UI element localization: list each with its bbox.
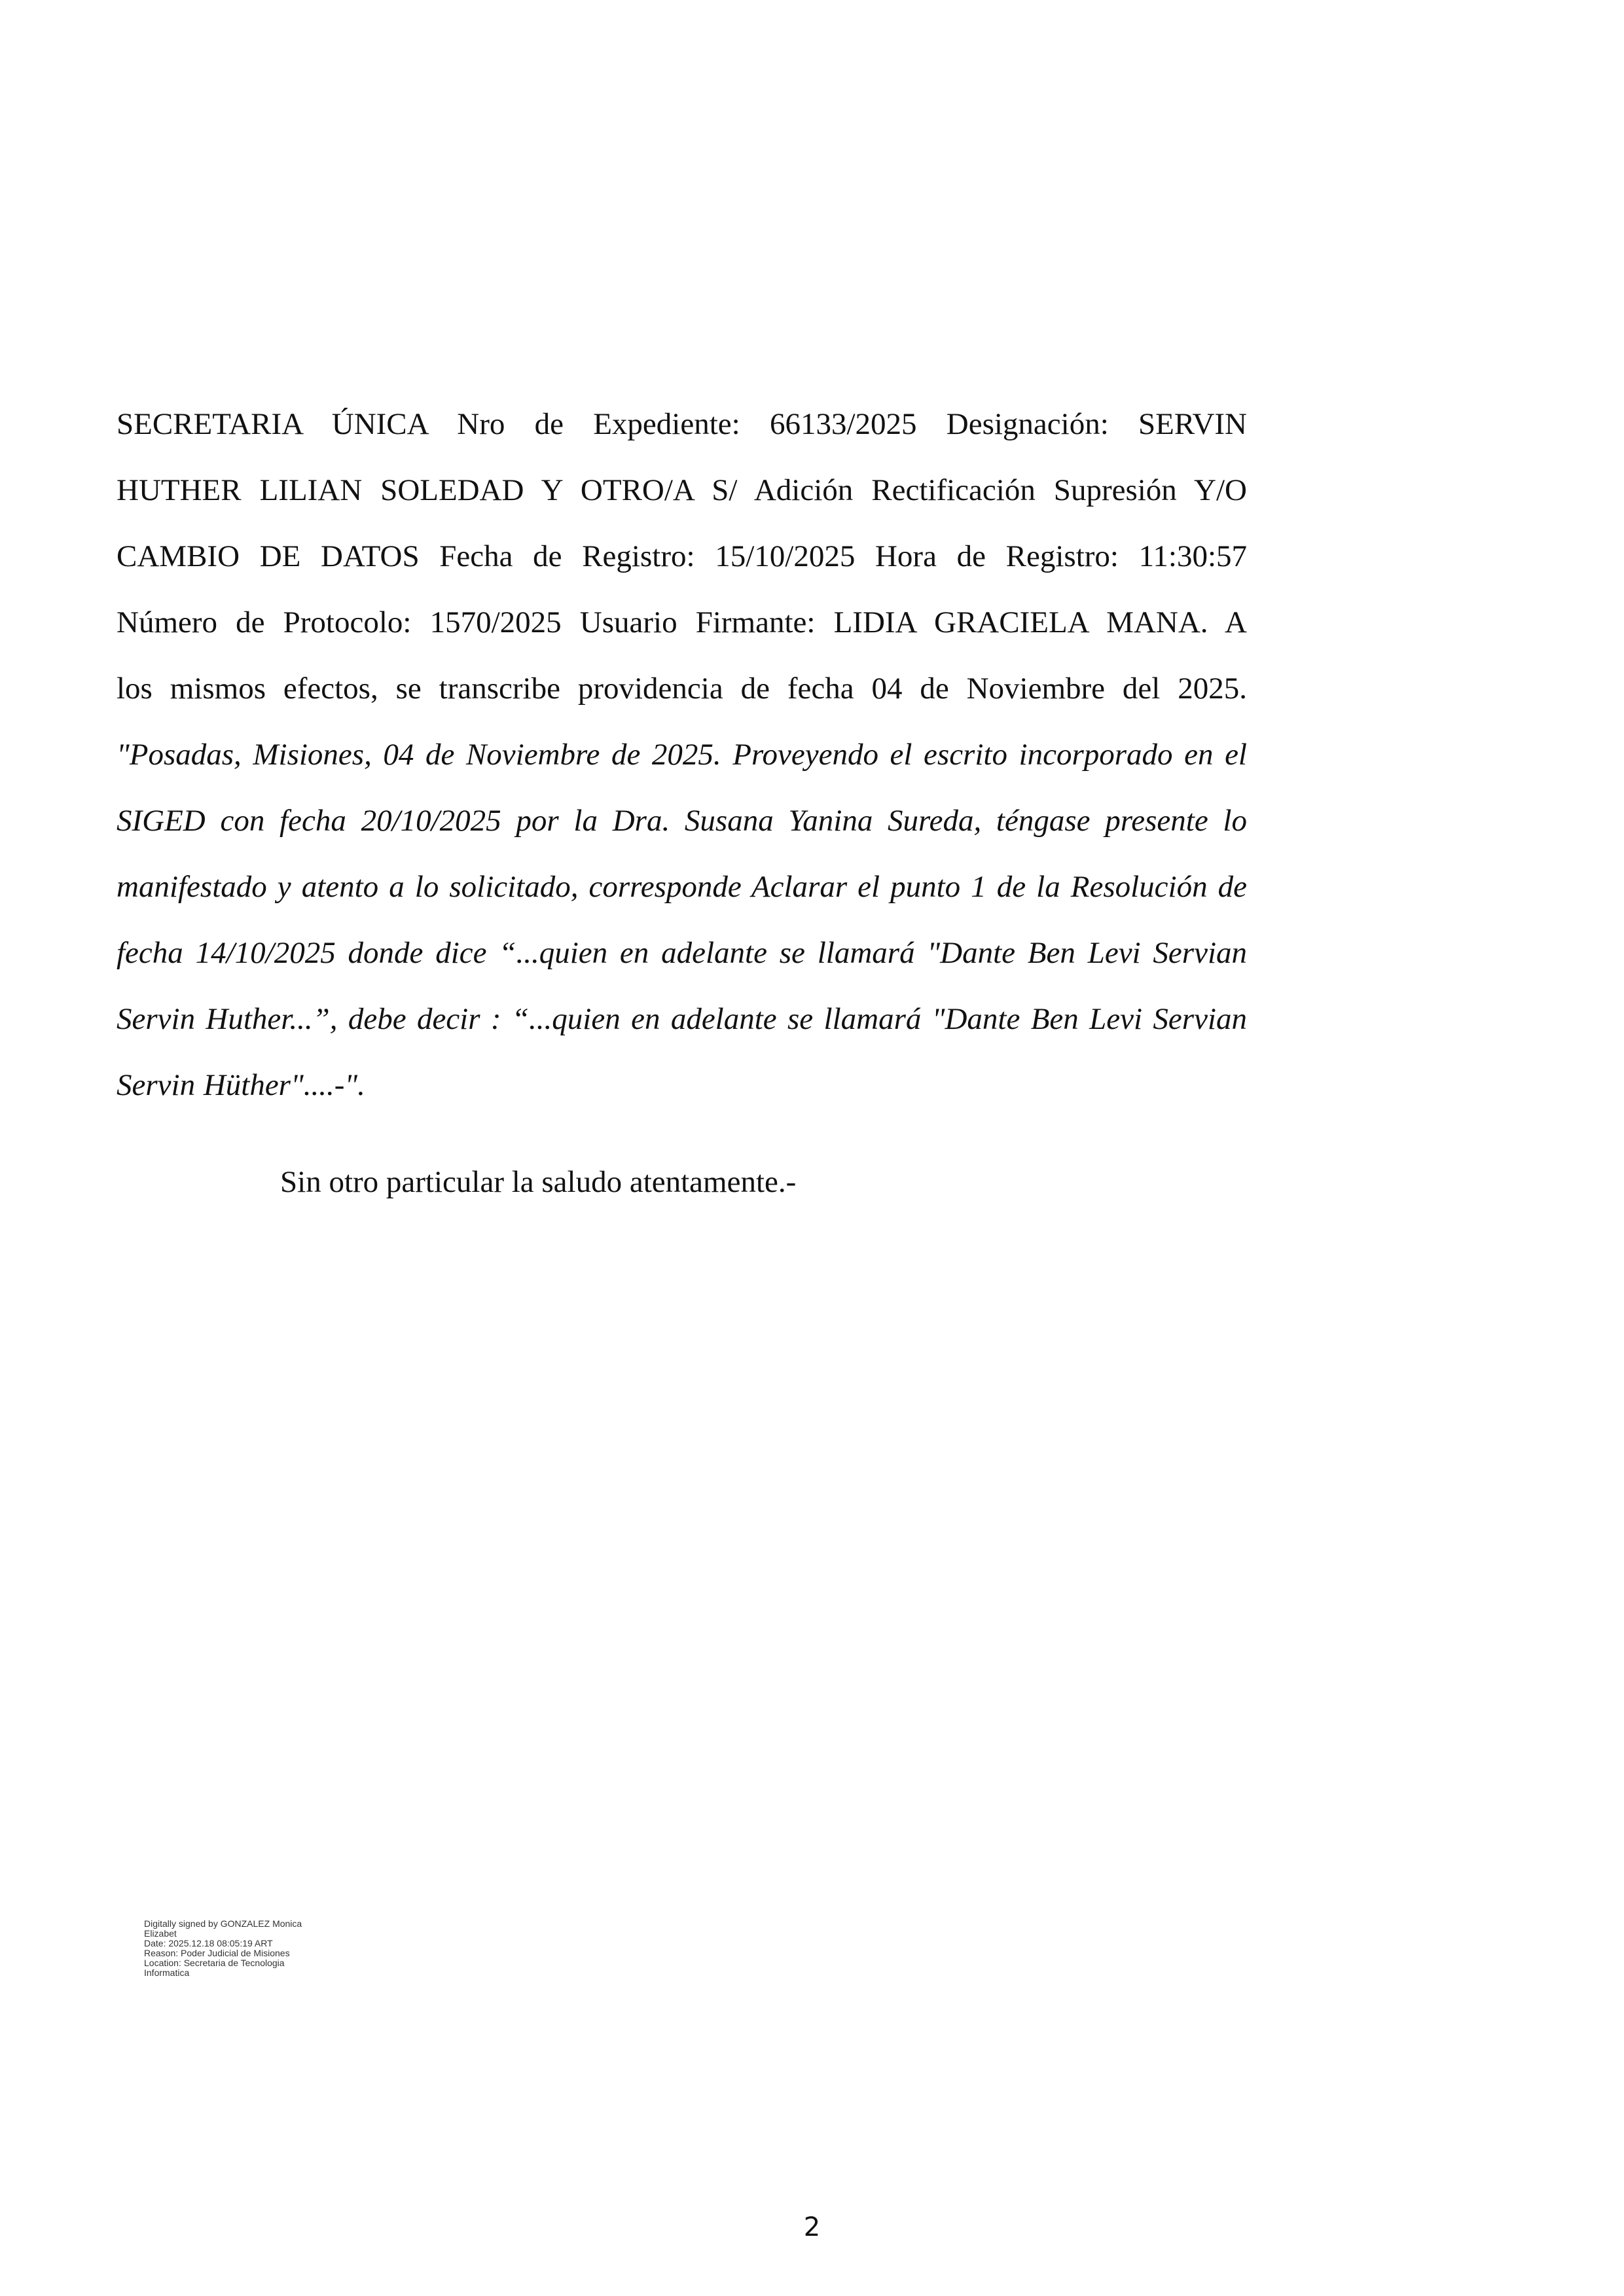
- paragraph-line: SECRETARIA ÚNICA Nro de Expediente: 66133/2025 Designación: SERVIN: [117, 407, 1247, 441]
- quoted-order-line: "Posadas, Misiones, 04 de Noviembre de 2025. Proveyendo el escrito incorporado en el: [117, 738, 1247, 772]
- quoted-order-line: SIGED con fecha 20/10/2025 por la Dra. Susana Yanina Sureda, téngase presente lo: [117, 804, 1247, 838]
- closing-salutation: Sin otro particular la saludo atentamente.-: [280, 1165, 797, 1199]
- signature-line: Location: Secretaria de Tecnologia: [144, 1958, 285, 1968]
- paragraph-line: CAMBIO DE DATOS Fecha de Registro: 15/10/2025 Hora de Registro: 11:30:57: [117, 539, 1247, 573]
- signature-line: Reason: Poder Judicial de Misiones: [144, 1948, 290, 1958]
- body-paragraph: [117, 391, 1247, 1119]
- signature-line: Digitally signed by GONZALEZ Monica: [144, 1918, 302, 1929]
- signature-line: Informatica: [144, 1967, 190, 1978]
- quoted-order-line: manifestado y atento a lo solicitado, corresponde Aclarar el punto 1 de la Resolución de: [117, 870, 1247, 904]
- quoted-order-line: Servin Hüther"....-".: [117, 1068, 365, 1102]
- quoted-order-line: Servin Huther...”, debe decir : “...quien en adelante se llamará "Dante Ben Levi Servian: [117, 1002, 1247, 1036]
- paragraph-line: Número de Protocolo: 1570/2025 Usuario Firmante: LIDIA GRACIELA MANA. A: [117, 605, 1247, 639]
- paragraph-line: los mismos efectos, se transcribe providencia de fecha 04 de Noviembre del 2025.: [117, 672, 1247, 706]
- quoted-order-line: fecha 14/10/2025 donde dice “...quien en adelante se llamará "Dante Ben Levi Servian: [117, 936, 1247, 970]
- page-number: 2: [803, 2212, 821, 2242]
- signature-line: Date: 2025.12.18 08:05:19 ART: [144, 1938, 273, 1948]
- paragraph-line: HUTHER LILIAN SOLEDAD Y OTRO/A S/ Adición Rectificación Supresión Y/O: [117, 473, 1247, 507]
- digital-signature-block: [144, 1919, 380, 1978]
- signature-line: Elizabet: [144, 1928, 177, 1939]
